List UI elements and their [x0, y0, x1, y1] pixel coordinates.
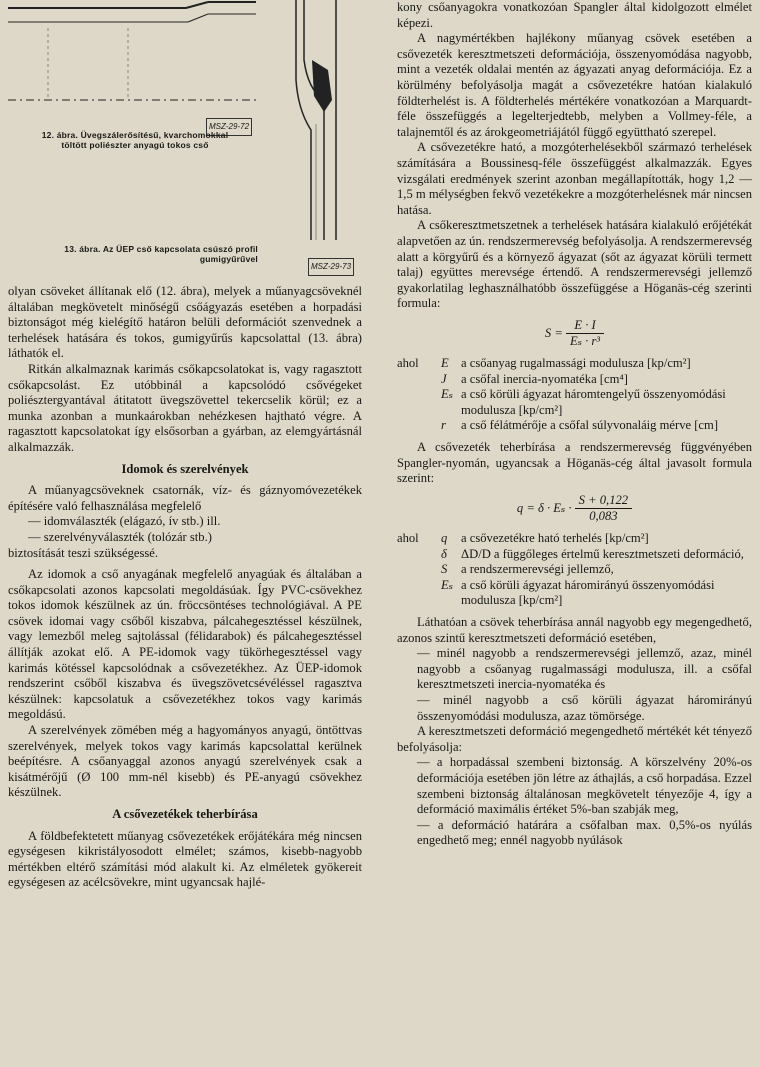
- formula-q: [397, 493, 752, 525]
- list-item: — idomválaszték (elágazó, ív stb.) ill.: [28, 514, 221, 529]
- definition-symbol: δ: [441, 546, 447, 561]
- definition-prefix: [397, 547, 441, 563]
- definition-text: a cső félátmérője a csőfal súlyvonaláig mérve [cm]: [461, 418, 719, 433]
- definition-row: [397, 418, 752, 434]
- list-item: — szerelvényválaszték (tolózár stb.): [28, 529, 212, 544]
- list-item: — a horpadással szembeni biztonság. A körszelvény 20%-os deformációja esetében jön létre az áthajlás, a cső horpadása. Ezzel szembeni biztonság általánosan megkövetelt tényezője 4, így a deformáció maximális értéket 5%-ban szabják meg,: [417, 755, 752, 817]
- definition-prefix: [397, 372, 441, 388]
- definition-prefix: ahol: [397, 356, 419, 371]
- definition-prefix: [397, 387, 441, 418]
- section-heading: A csővezetékek teherbírása: [112, 807, 258, 821]
- paragraph: biztosítását teszi szükségessé.: [8, 545, 159, 560]
- definition-text: a cső körüli ágyazat háromirányú összenyomódási modulusza [kp/cm²]: [461, 577, 715, 608]
- definition-row: [397, 387, 752, 418]
- paragraph: olyan csöveket állítanak elő (12. ábra), melyek a műanyagcsöveknél általában megkövetelt minőségű csőágyazás esetében a horpadási biztonságot még kielégítő határon belüli deformációt szenvednek a terhelések hatására és tokos, gumigyűrűs kapcsolattal (13. ábra) láthatók el.: [8, 284, 362, 361]
- paragraph: A földbefektetett műanyag csővezetékek erőjátékára még nincsen egységesen kikristályosodott elmélet; számos, kisebb-nagyobb mértékben eltérő számítási mód alakult ki. Az elméletek gyökereit egységesen az acélcsövekre, mint ugyancsak hajlé-: [8, 828, 362, 890]
- right-column: [397, 0, 752, 849]
- definition-prefix: [397, 418, 441, 434]
- paragraph: Láthatóan a csövek teherbírása annál nagyobb egy megengedhető, azonos szintű keresztmetszeti deformáció esetében,: [397, 614, 752, 645]
- definition-prefix: [397, 562, 441, 578]
- definition-symbol: J: [441, 371, 447, 386]
- fig13-caption: 13. ábra. Az ÜEP cső kapcsolata csúszó profil gumigyűrűvel: [64, 244, 258, 264]
- definition-row: [397, 356, 752, 372]
- definition-symbol: q: [441, 531, 448, 545]
- list-item: — minél nagyobb a cső körüli ágyazat háromirányú összenyomódási modulusza, azaz tömörsége.: [417, 692, 752, 723]
- paragraph: A műanyagcsöveknek csatornák, víz- és gáznyomóvezetékek építésére való felhasználása megfelelő: [8, 483, 362, 513]
- formula-s-fraction: [566, 318, 604, 350]
- list-item: — minél nagyobb a rendszermerevségi jellemző, azaz, minél nagyobb a csőanyag rugalmassági modulusza, ill. a csőfal keresztmetszeti inercia-nyomatéka és: [417, 646, 752, 692]
- definition-text: a csővezetékre ható terhelés [kp/cm²]: [461, 531, 649, 545]
- paragraph: A csőkeresztmetszetnek a terhelések hatására kialakuló erőjétékát alapvetően az ún. rendszermerevség befolyásolja. A rendszermerevség alatt a körgyűrű és a környező ágyazat (sőt az ágyazat körüli termett talaj) együttes merevsége értendő. A rendszermerevségi jellemző gyakorlatilag leghasználhatóbb összefüggése a Höganäs-cég szerinti formula:: [397, 218, 752, 311]
- list-item: — a deformáció határára a csőfalban max. 0,5%-os nyúlás engedhető meg; ennél nagyobb nyúlások: [417, 817, 752, 848]
- formula-q-lhs: q = δ · Eₛ ·: [516, 500, 572, 515]
- left-column: [8, 0, 362, 891]
- definition-symbol: S: [441, 562, 448, 577]
- definition-symbol: E: [441, 356, 449, 371]
- definition-prefix: ahol: [397, 531, 419, 545]
- definition-symbol: r: [441, 418, 446, 433]
- definition-row: [397, 531, 752, 547]
- paragraph: A keresztmetszeti deformáció megengedhető mértékét két tényező befolyásolja:: [397, 724, 752, 754]
- paragraph: A csővezetékre ható, a mozgóterhelésekből származó terhelések számítására a Boussinesq-féle összefüggést alkalmazzák. Egyes vizsgálati eredmények szerint azonban megállapították, hogy 1,2 —1,5 m mélységben fekvő vezetékekre a mozgóterhelésnek már nincsen hatása.: [397, 140, 752, 217]
- definition-text: a csőanyag rugalmassági modulusza [kp/cm²]: [461, 356, 691, 371]
- definition-row: [397, 562, 752, 578]
- definition-text: a csőfal inercia-nyomatéka [cm⁴]: [461, 371, 628, 386]
- definitions-list: [397, 531, 752, 609]
- formula-q-denominator: 0,083: [589, 509, 618, 524]
- paragraph: A szerelvények zömében még a hagyományos anyagú, öntöttvas szerelvények, melyek tokos vagy karimás kapcsolattal kerülnek beépítésre. A csőanyaggal azonos anyagú szerelvények csak a kisátmérőjű (Ø 100 mm-nél kisebb) és PE-anyagú csövekhez készülnek.: [8, 723, 362, 800]
- definitions-list: [397, 356, 752, 434]
- definition-row: [397, 547, 752, 563]
- definition-symbol: Eₛ: [441, 577, 453, 592]
- formula-q-numerator: S + 0,122: [575, 493, 632, 510]
- formula-s-denominator: Eₛ · r³: [570, 334, 601, 349]
- fig12-caption: 12. ábra. Üvegszálerősítésű, kvarchomokkal töltött poliészter anyagú tokos cső: [41, 130, 229, 150]
- fig12-code: MSZ-29-72: [206, 118, 252, 136]
- paragraph: A nagymértékben hajlékony műanyag csövek esetében a csővezeték keresztmetszeti deformációja, összenyomódása nagyobb, mint a vezeték oldalai mentén az ágyazati anyag deformációja. Ez a körülmény befolyásolja magát a csővezetékre hatóan kialakuló földterhelést is. A földterhelés mértékére vonatkozóan a Marquardt-féle összefüggés a legelterjedtebb, melyben a Vollmey-féle, a talajnemtől és az árokgeometriájától függő együttható szerepel.: [397, 31, 752, 139]
- figure-13-drawing: [276, 0, 376, 240]
- figure-area: [8, 0, 362, 284]
- formula-s-numerator: E · I: [566, 318, 604, 335]
- fig13-code: MSZ-29-73: [308, 258, 354, 276]
- section-heading: Idomok és szerelvények: [121, 461, 249, 476]
- definition-prefix: [397, 578, 441, 609]
- paragraph: Ritkán alkalmaznak karimás csőkapcsolatokat is, vagy ragasztott csőkapcsolást. Ez utóbbinál a kapcsolódó csővégeket poliésztergyantával átitatott üvegszövettel tekercselik körül; ez a munka azonban a munkaárokban nehézkesen hajtható végre. A ragasztott kapcsolatokat így elsősorban a gyárban, az elemgyártásnál alkalmazzák.: [8, 361, 362, 454]
- definition-text: ΔD/D a függőleges értelmű keresztmetszeti deformáció,: [461, 546, 744, 561]
- paragraph: Az idomok a cső anyagának megfelelő anyagúak és általában a csőkapcsolati azonos kapcsolati megoldásúak. Így PVC-csövekhez tokos idomok készülnek az ún. fröccsöntéses technológiával. A PE csövek idomai vagy csőből kiszabva, pálcahegesztéssel készülnek, vagy lemezből meleg sajtolással (félidarabok) és pálcahegesztéssel állítják azokat elő. A PE-idomok vagy tükörhegesztéssel vagy karimás kötéssel kapcsolódnak a csővezetékhez. Az ÜEP-idomok rendszerint csőből kiszabva és üvegszövetcsévéléssel ragasztva készülnek: kapcsolatuk a csővezetékhez tokos vagy karimás megoldású.: [8, 567, 362, 722]
- paragraph: kony csőanyagokra vonatkozóan Spangler által kidolgozott elmélet képezi.: [397, 0, 752, 30]
- definition-symbol: Eₛ: [441, 387, 453, 402]
- formula-s-lhs: S =: [544, 325, 563, 340]
- formula-q-fraction: [575, 493, 632, 525]
- definition-text: a cső körüli ágyazat háromtengelyű összenyomódási modulusza [kp/cm²]: [461, 387, 726, 417]
- definition-text: a rendszermerevségi jellemző,: [461, 562, 614, 577]
- definition-row: [397, 578, 752, 609]
- figure-12-drawing: [8, 0, 258, 120]
- definition-row: [397, 372, 752, 388]
- paragraph: A csővezeték teherbírása a rendszermerevség függvényében Spangler-nyomán, ugyancsak a Höganäs-cég által javasolt formula szerint:: [397, 440, 752, 486]
- formula-s: [397, 318, 752, 350]
